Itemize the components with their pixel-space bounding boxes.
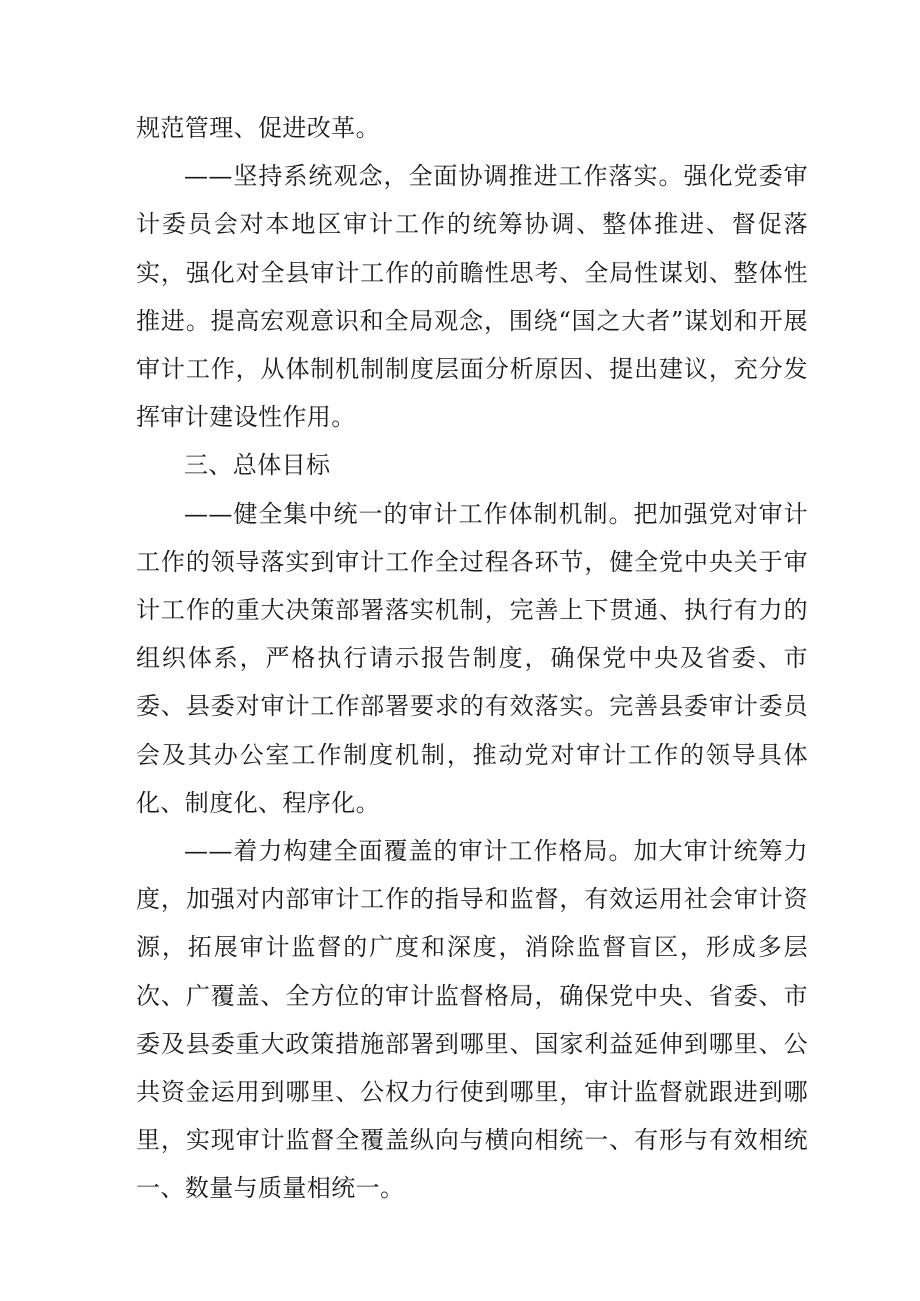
document-page — [136, 104, 808, 1213]
paragraph-audit-system: ——健全集中统一的审计工作体制机制。把加强党对审计工作的领导落实到审计工作全过程各环节，健全党中央关于审计工作的重大决策部署落实机制，完善上下贯通、执行有力的组织体系，严格执行请示报告制度，确保党中央及省委、市委、县委对审计工作部署要求的有效落实。完善县委审计委员会及其办公室工作制度机制，推动党对审计工作的领导具体化、制度化、程序化。 — [136, 499, 808, 817]
paragraph-continuation: 规范管理、促进改革。 — [136, 114, 380, 142]
section-heading-overall-goals: 三、总体目标 — [184, 451, 331, 480]
paragraph-system-concept: ——坚持系统观念，全面协调推进工作落实。强化党委审计委员会对本地区审计工作的统筹协调、整体推进、督促落实，强化对全县审计工作的前瞻性思考、全局性谋划、整体性推进。提高宏观意识和全局观念，围绕“国之大者”谋划和开展审计工作，从体制机制制度层面分析原因、提出建议，充分发挥审计建设性作用。 — [136, 162, 808, 432]
paragraph-audit-coverage: ——着力构建全面覆盖的审计工作格局。加大审计统筹力度，加强对内部审计工作的指导和监督，有效运用社会审计资源，拓展审计监督的广度和深度，消除监督盲区，形成多层次、广覆盖、全方位的审计监督格局，确保党中央、省委、市委及县委重大政策措施部署到哪里、国家利益延伸到哪里、公共资金运用到哪里、公权力行使到哪里，审计监督就跟进到哪里，实现审计监督全覆盖纵向与横向相统一、有形与有效相统一、数量与质量相统一。 — [136, 837, 808, 1203]
